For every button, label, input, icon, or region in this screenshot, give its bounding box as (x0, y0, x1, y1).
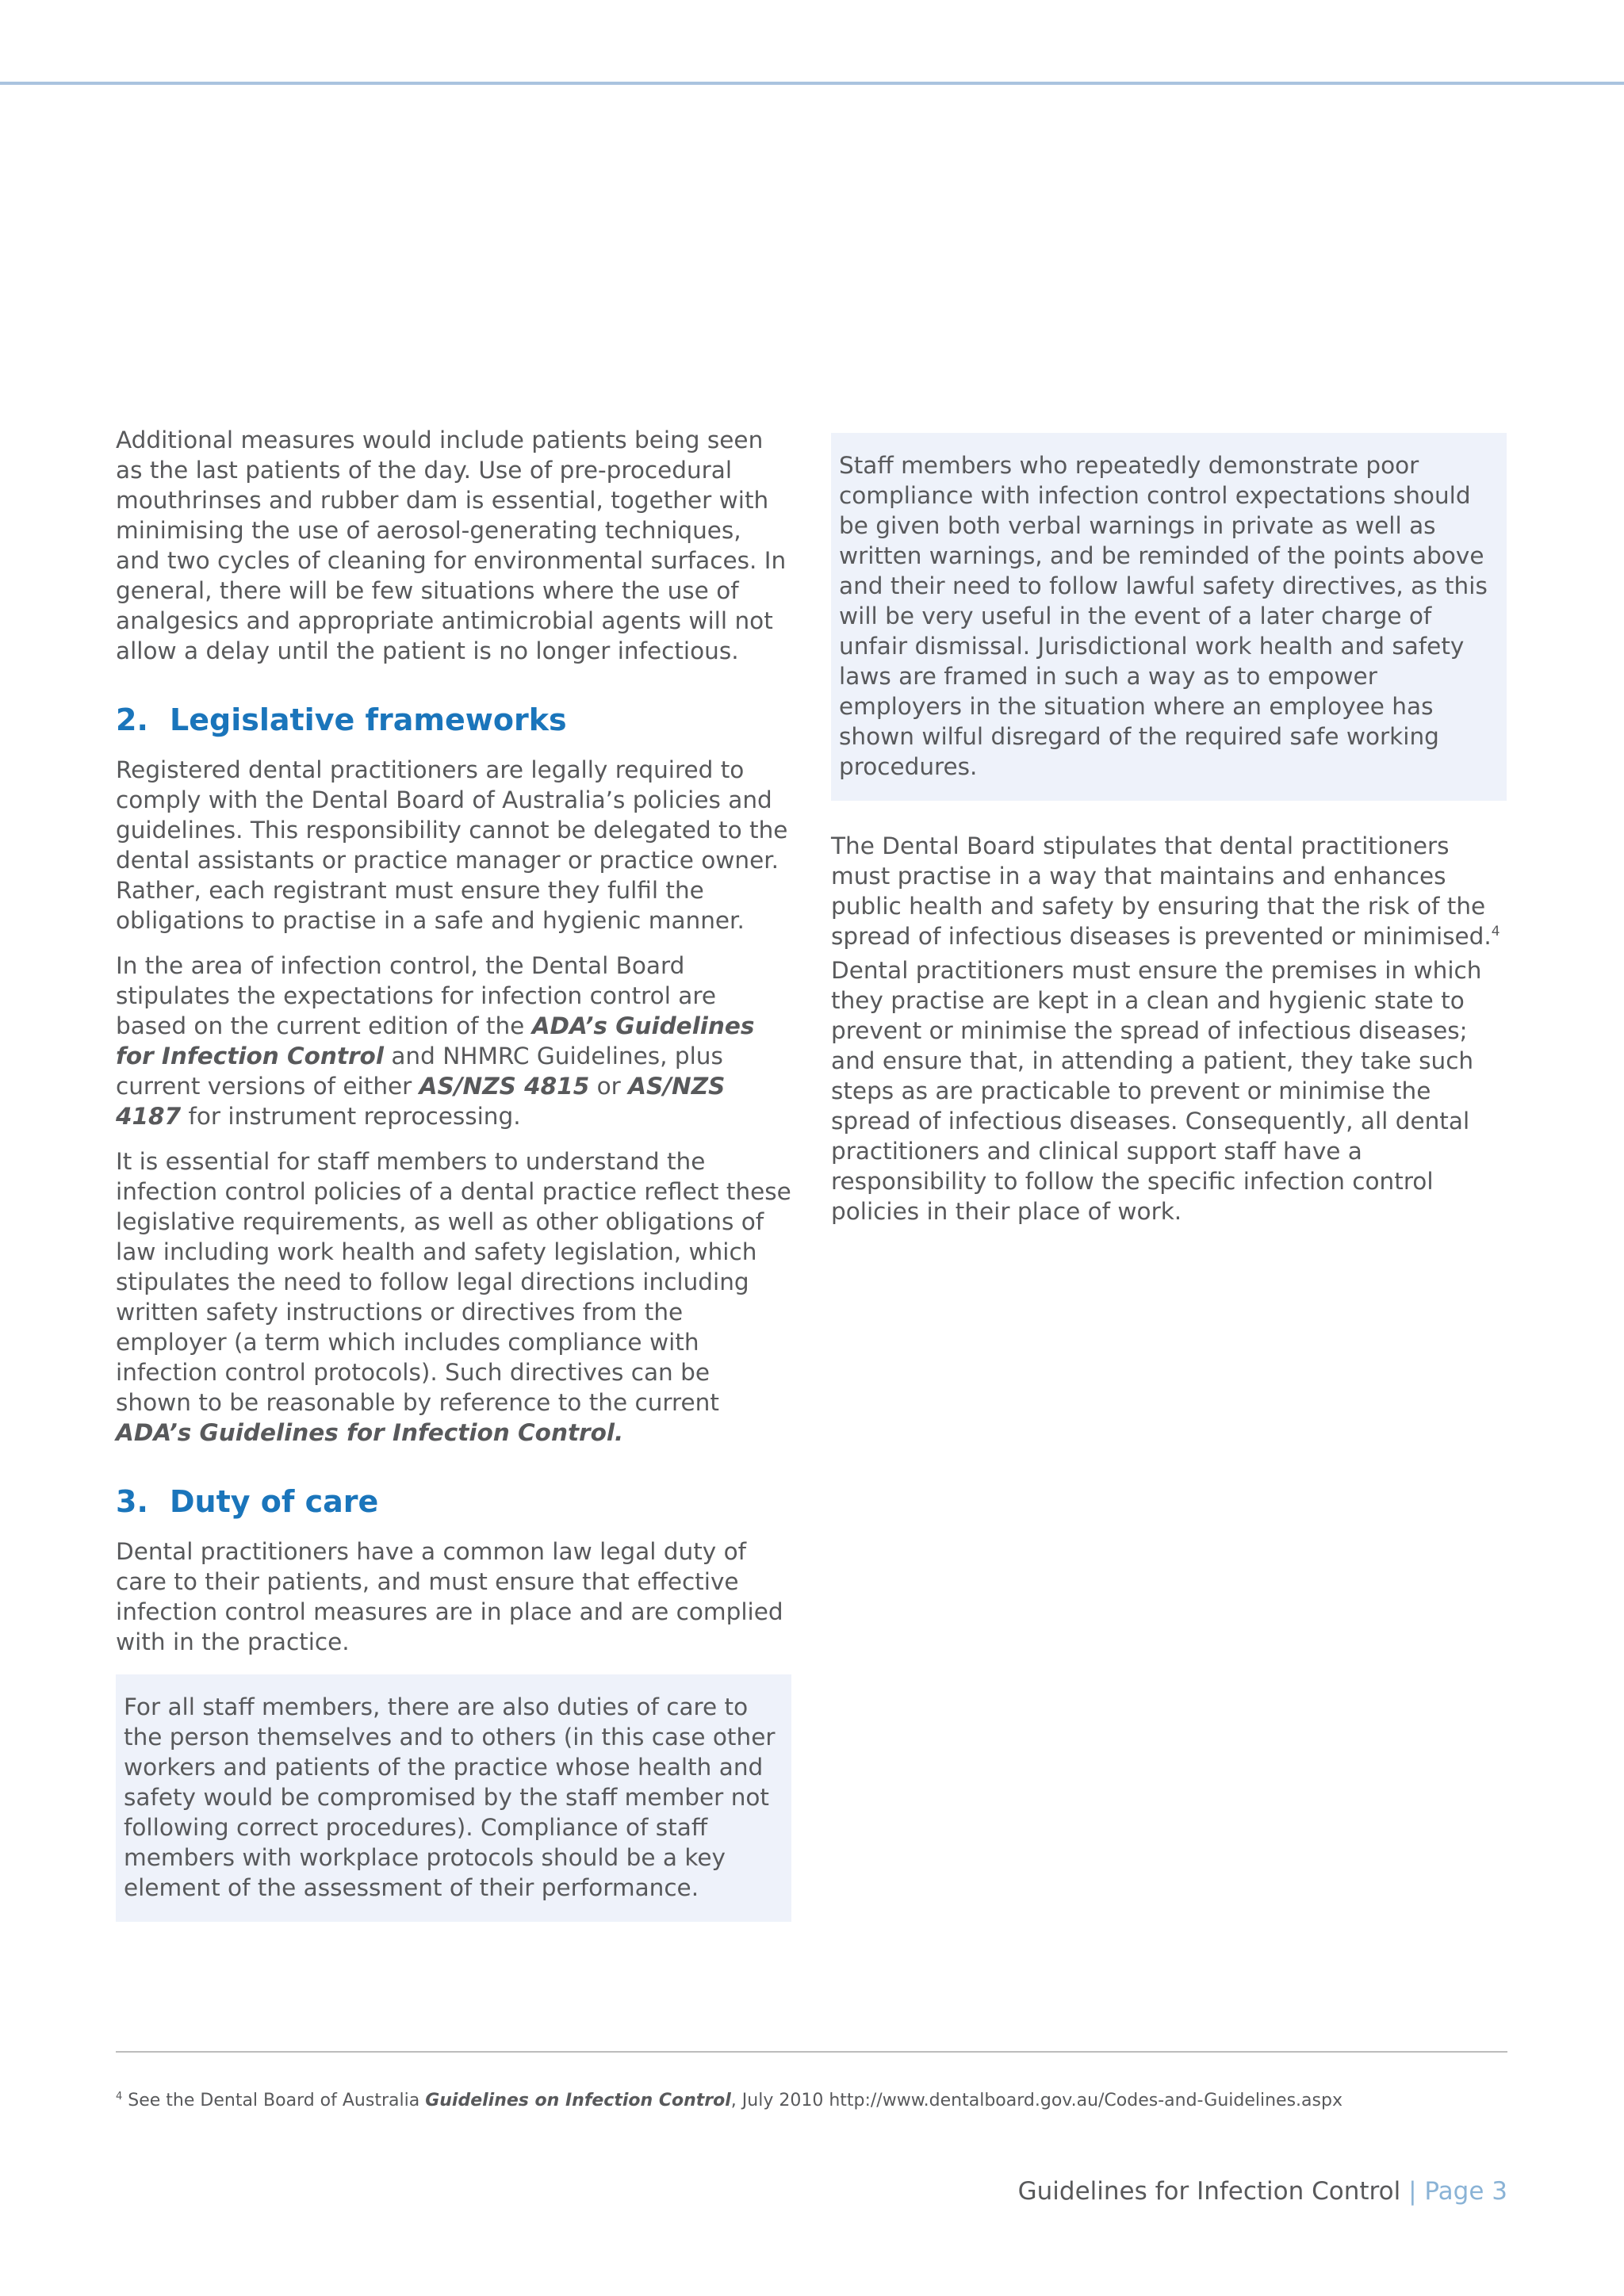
text-run: In the area of infection control, the Dental Board stipulates the expectations for infection control are based on the current edition of the (116, 952, 716, 1039)
standard-4187-italic: AS/NZS 4187 (116, 1073, 726, 1130)
footnote-link-text: , July 2010 http://www.dentalboard.gov.au/Codes-and-Guidelines.aspx (730, 2091, 1342, 2110)
footnote-reference: 4 (1491, 924, 1500, 939)
legislative-paragraph-1: Registered dental practitioners are legally required to comply with the Dental Board of Australia’s policies and guidelines. This responsibility cannot be delegated to the dental assistants or practice manager or practice owner. Rather, each registrant must ensure they fulfil the obligations to practise in a safe and hygienic manner. (116, 756, 788, 934)
text-run: for instrument reprocessing. (181, 1103, 521, 1130)
section-number: 2. (116, 702, 148, 737)
dental-board-paragraph (831, 831, 1507, 1226)
text-run: and NHMRC Guidelines, plus current versions of either (116, 1043, 723, 1100)
text-run: It is essential for staff members to understand the infection control policies of a dental practice reflect these legislative requirements, as well as other obligations of law including work health and safety legislation, which stipulates the need to follow legal directions including written safety instructions or directives from the employer (a term which includes compliance with infection control protocols). Such directives can be shown to be reasonable by reference to the current (116, 1148, 791, 1416)
section-heading-legislative (116, 701, 791, 739)
intro-paragraph: Additional measures would include patients being seen as the last patients of the day. Use of pre-procedural mouthrinses and rubber dam is essential, together with minimising the use of aerosol-generating techniques, and two cycles of cleaning for environmental surfaces. In general, there will be few situations where the use of analgesics and appropriate antimicrobial agents will not allow a delay until the patient is no longer infectious. (116, 427, 787, 664)
duty-of-care-callout-box (116, 1674, 791, 1922)
ada-guidelines-italic: ADA’s Guidelines for Infection Control. (116, 1419, 624, 1446)
left-column (116, 425, 791, 1939)
text-run: See the Dental Board of Australia (122, 2091, 426, 2110)
section-title: Legislative frameworks (170, 702, 567, 737)
page-number: Page 3 (1424, 2177, 1507, 2206)
staff-compliance-callout-box (831, 433, 1507, 801)
footnote (116, 2090, 1342, 2114)
footnote-number: 4 (116, 2091, 123, 2103)
footer-separator: | (1408, 2177, 1417, 2206)
section-number: 3. (116, 1484, 148, 1519)
ada-guidelines-italic: ADA’s Guidelines for Infection Control (116, 1012, 755, 1070)
footnote-divider (116, 2051, 1507, 2053)
top-rule (0, 82, 1624, 85)
duty-of-care-paragraph: Dental practitioners have a common law legal duty of care to their patients, and must ensure that effective infection control measures are in place and are complied with in the practice. (116, 1538, 783, 1655)
page-footer (1018, 2175, 1507, 2207)
footnote-title-italic: Guidelines on Infection Control (425, 2091, 731, 2110)
callout-text: Staff members who repeatedly demonstrate poor compliance with infection control expectations should be given both verbal warnings in private as well as written warnings, and be reminded of the points above and their need to follow lawful safety directives, as this will be very useful in the event of a later charge of unfair dismissal. Jurisdictional work health and safety laws are framed in such a way as to empower employers in the situation where an employee has shown wilful disregard of the required safe working procedures. (839, 452, 1488, 780)
callout-text: For all staff members, there are also duties of care to the person themselves and to others (in this case other workers and patients of the practice whose health and safety would be compromised by the staff member not following correct procedures). Compliance of staff members with workplace protocols should be a key element of the assessment of their performance. (124, 1693, 776, 1901)
legislative-paragraph-2 (116, 951, 791, 1131)
right-column (831, 425, 1507, 1242)
standard-4815-italic: AS/NZS 4815 (419, 1073, 590, 1100)
text-run: The Dental Board stipulates that dental practitioners must practise in a way that maintains and enhances public health and safety by ensuring that the risk of the spread of infectious diseases is prevented or minimised. (831, 832, 1492, 950)
legislative-paragraph-3 (116, 1146, 791, 1448)
document-title: Guidelines for Infection Control (1017, 2177, 1401, 2206)
text-run: Dental practitioners must ensure the premises in which they practise are kept in a clean and hygienic state to prevent or minimise the spread of infectious diseases; and ensure that, in attending a patient, they take such steps as are practicable to prevent or minimise the spread of infectious diseases. Consequently, all dental practitioners and clinical support staff have a responsibility to follow the specific infection control policies in their place of work. (831, 957, 1482, 1225)
section-title: Duty of care (170, 1484, 379, 1519)
section-heading-duty-of-care (116, 1483, 791, 1521)
text-run: or (589, 1073, 629, 1100)
